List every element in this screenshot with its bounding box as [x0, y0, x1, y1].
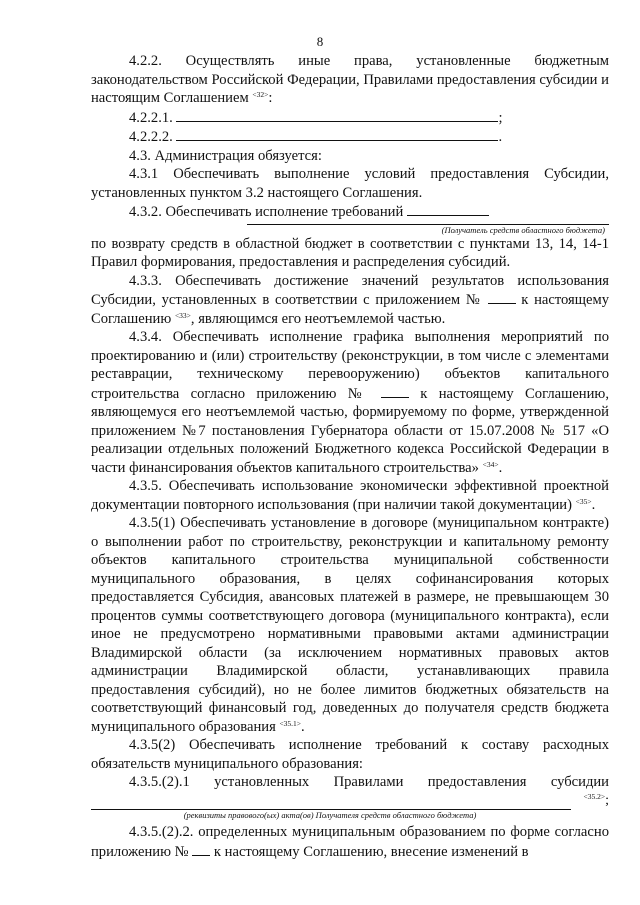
paragraph-4-3-1: 4.3.1 Обеспечивать выполнение условий предоставления Субсидии, установленных пунктом 3.2 настоящего Соглашения. [91, 166, 609, 201]
paragraph-return-funds: по возврату средств в областной бюджет в соответствии с пунктами 13, 14, 14-1 Правил формирования, предоставления и распределения субсидий. [91, 235, 609, 270]
blank-line [407, 202, 489, 216]
paragraph-4-3-5-2: 4.3.5(2) Обеспечивать исполнение требований к составу расходных обязательств муниципального образования: [91, 737, 609, 772]
paragraph-4-2-2: 4.2.2. Осуществлять иные права, установленные бюджетным законодательством Российской Федерации, Правилами предоставления субсидии и настоящим Соглашением $^{<32>}$: [91, 53, 609, 106]
blank-line [488, 290, 516, 304]
paragraph-4-3-5-2-1: 4.3.5.(2).1 установленных Правилами предоставления субсидии [129, 774, 609, 790]
legal-act-caption: (реквизиты правового(ых) акта(ов) Получателя средств областного бюджета) [183, 810, 477, 820]
p11-blank-row: $^{<35.2>}$; [91, 792, 609, 811]
blank-line [192, 842, 210, 856]
document-body [91, 52, 609, 861]
recipient-caption: (Получатель средств областного бюджета) [441, 224, 605, 235]
paragraph-4-3-3: 4.3.3. Обеспечивать достижение значений результатов использования Субсидии, установленных в соответствии с приложением № к настоящему Соглашению $^{<33>}$, являющимся его неотъемлемой частью. [91, 272, 610, 327]
blank-line [176, 127, 498, 141]
blank-line [381, 384, 409, 398]
blank-line [91, 796, 571, 810]
item-4-2-2-1: 4.2.2.1. ; [129, 109, 503, 126]
item-4-2-2-2: 4.2.2.2. . [129, 129, 503, 145]
paragraph-4-3: 4.3. Администрация обязуется: [129, 147, 322, 164]
paragraph-4-3-5-2-2: 4.3.5.(2).2. определенных муниципальным образованием по форме согласно приложению № к настоящему Соглашению, внесение изменений в [91, 824, 609, 860]
paragraph-4-3-5: 4.3.5. Обеспечивать использование экономически эффективной проектной документации повторного использования (при наличии такой документации) $^{<35>}$. [91, 478, 609, 513]
blank-line [176, 108, 498, 122]
paragraph-4-3-4: 4.3.4. Обеспечивать исполнение графика выполнения мероприятий по проектированию и (или) строительству (реконструкции, в том числе с элементами реставрации, техническому перевооружению) объектов капитального строительства согласно приложению № к настоящему Соглашению, являющемуся его неотъемлемой частью, формируемому по форме, утвержденной приложением №7 постановления Губернатора области от 15.07.2008 № 517 «О реализации отдельных положений Бюджетного кодекса Российской Федерации в части финансирования объектов капитального строительства» $^{<34>}$. [91, 329, 609, 476]
page-number: 8 [316, 34, 324, 49]
paragraph-4-3-5-1: 4.3.5(1) Обеспечивать установление в договоре (муниципальном контракте) о выполнении работ по строительству, реконструкции и капитальному ремонту объектов капитального строительства муниципальной собственности муниципального образования, в целях софинансирования которых предоставляется Субсидия, авансовых платежей в размере, не превышающем 30 процентов суммы соответствующего договора (муниципального контракта), если иное не предусмотрено нормативными правовыми актами администрации Владимирской области (за исключением нормативных правовых актов администрации Владимирской области, устанавливающих правила предоставления субсидий), но не более лимитов бюджетных обязательств на соответствующий финансовый год, доведенных до получателя средств бюджета муниципального образования $^{<35.1>}$. [91, 515, 609, 735]
paragraph-4-3-2: 4.3.2. Обеспечивать исполнение требований [91, 202, 609, 222]
